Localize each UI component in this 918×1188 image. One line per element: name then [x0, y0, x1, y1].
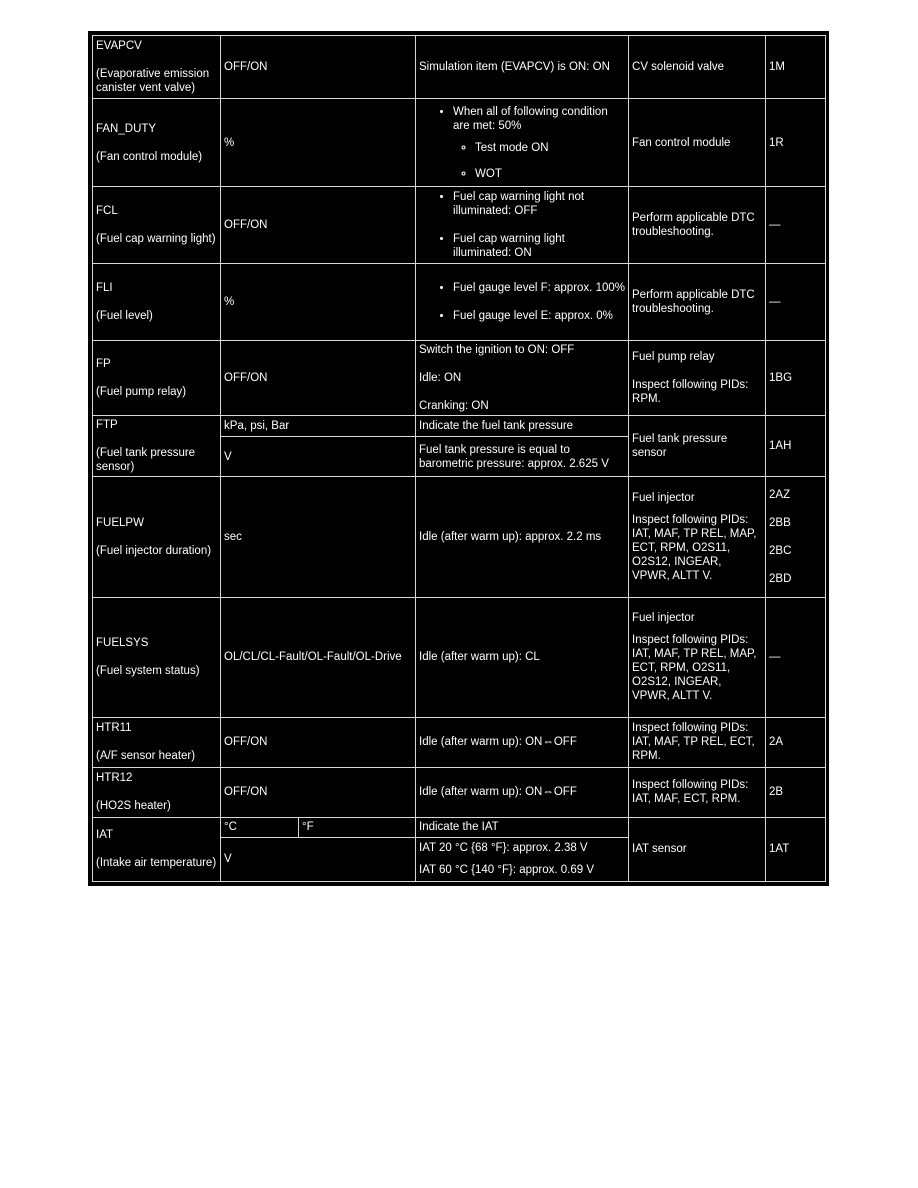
terminal-cell: —	[766, 597, 826, 717]
unit-cell: V	[221, 436, 416, 477]
unit-cell: OFF/ON	[221, 341, 416, 416]
terminal-id: 2BC	[769, 545, 792, 558]
table-row-fuelpw	[93, 477, 826, 597]
list-item: • Fuel cap warning light not illuminated: OFF	[453, 190, 625, 218]
pid-name: HTR11	[96, 722, 132, 735]
pid-description: (Fuel tank pressure sensor)	[96, 447, 196, 474]
condition-text: When all of following condition are met: 50%	[453, 105, 608, 132]
pid-name: FLI	[96, 282, 113, 295]
action-text: Fuel pump relay	[632, 351, 715, 364]
condition-text: Cranking: ON	[419, 400, 489, 413]
condition-cell: Fuel tank pressure is equal to barometric pressure: approx. 2.625 V	[416, 436, 629, 477]
pid-cell	[93, 187, 221, 264]
terminal-cell: 1M	[766, 36, 826, 99]
table-row-htr12	[93, 767, 826, 817]
action-text: Inspect following PIDs: IAT, MAF, TP REL, MAP, ECT, RPM, O2S11, O2S12, INGEAR, VPWR, ALTT V.	[632, 514, 757, 583]
pid-name: HTR12	[96, 772, 133, 785]
unit-cell: V	[221, 837, 416, 881]
terminal-cell: 1AH	[766, 416, 826, 477]
pid-cell	[93, 341, 221, 416]
terminal-id: 2BD	[769, 573, 792, 586]
action-cell: Fuel tank pressure sensor	[629, 416, 766, 477]
pid-name: EVAPCV	[96, 40, 142, 53]
condition-list	[419, 190, 625, 260]
action-cell: Inspect following PIDs: IAT, MAF, TP REL, ECT, RPM.	[629, 717, 766, 767]
condition-cell: Idle (after warm up): approx. 2.2 ms	[416, 477, 629, 597]
condition-text: IAT 60 °C {140 °F}: approx. 0.69 V	[419, 864, 595, 877]
pid-cell	[93, 817, 221, 881]
table-row-fp	[93, 341, 826, 416]
pid-cell	[93, 477, 221, 597]
list-item: • Fuel gauge level F: approx. 100%	[453, 281, 625, 295]
unit-cell: OL/CL/CL-Fault/OL-Fault/OL-Drive	[221, 597, 416, 717]
table-row-ftp	[93, 416, 826, 436]
action-cell: CV solenoid valve	[629, 36, 766, 99]
unit-cell: kPa, psi, Bar	[221, 416, 416, 436]
pid-cell	[93, 99, 221, 187]
pid-cell	[93, 36, 221, 99]
pid-name: FUELSYS	[96, 637, 149, 650]
terminal-cell: 1BG	[766, 341, 826, 416]
condition-cell	[416, 341, 629, 416]
action-text: Inspect following PIDs: RPM.	[632, 379, 749, 406]
terminal-cell: —	[766, 187, 826, 264]
pid-description: (Fuel cap warning light)	[96, 233, 216, 246]
pid-name: FTP	[96, 419, 118, 432]
pid-name: IAT	[96, 829, 114, 842]
action-cell	[629, 477, 766, 597]
condition-cell: Idle (after warm up): CL	[416, 597, 629, 717]
pid-cell	[93, 767, 221, 817]
terminal-id: 2AZ	[769, 489, 791, 502]
action-text: Fuel injector	[632, 492, 695, 505]
condition-list	[419, 281, 625, 323]
table-row-fuelsys	[93, 597, 826, 717]
unit-cell: %	[221, 264, 416, 341]
terminal-cell: 2A	[766, 717, 826, 767]
pid-cell	[93, 717, 221, 767]
unit-cell: sec	[221, 477, 416, 597]
condition-cell	[416, 187, 629, 264]
pid-name: FP	[96, 358, 111, 371]
pid-name: FCL	[96, 205, 118, 218]
list-item: • Fuel cap warning light illuminated: ON	[453, 232, 625, 260]
pid-monitor-table	[92, 35, 826, 882]
table-row-iat	[93, 817, 826, 837]
action-cell: Perform applicable DTC troubleshooting.	[629, 264, 766, 341]
pid-description: (Evaporative emission canister vent valve)	[96, 68, 210, 95]
table-row-htr11	[93, 717, 826, 767]
condition-cell: Idle (after warm up): ON⇔OFF	[416, 767, 629, 817]
pid-cell	[93, 416, 221, 477]
condition-text: Switch the ignition to ON: OFF	[419, 344, 575, 357]
unit-cell: OFF/ON	[221, 767, 416, 817]
condition-cell	[416, 99, 629, 187]
table-row-fan-duty	[93, 99, 826, 187]
condition-cell: Indicate the IAT	[416, 817, 629, 837]
pid-name: FAN_DUTY	[96, 122, 157, 135]
action-cell	[629, 341, 766, 416]
pid-cell	[93, 264, 221, 341]
pid-description: (Fuel pump relay)	[96, 386, 187, 399]
pid-name: FUELPW	[96, 517, 144, 530]
table-row-evapcv	[93, 36, 826, 99]
action-cell: Inspect following PIDs: IAT, MAF, ECT, RPM.	[629, 767, 766, 817]
action-text: Inspect following PIDs: IAT, MAF, TP REL, MAP, ECT, RPM, O2S11, O2S12, INGEAR, VPWR, ALTT V.	[632, 634, 757, 703]
action-text: Fuel injector	[632, 612, 695, 625]
condition-list	[419, 105, 625, 181]
terminal-cell: 1AT	[766, 817, 826, 881]
action-cell: Fan control module	[629, 99, 766, 187]
list-item: • Fuel gauge level E: approx. 0%	[453, 309, 625, 323]
condition-cell: Indicate the fuel tank pressure	[416, 416, 629, 436]
terminal-cell: —	[766, 264, 826, 341]
pid-description: (Fuel system status)	[96, 665, 200, 678]
unit-cell-celsius: °C	[221, 817, 299, 837]
pid-description: (Intake air temperature)	[96, 857, 217, 870]
action-cell	[629, 597, 766, 717]
condition-cell	[416, 837, 629, 881]
unit-cell: OFF/ON	[221, 187, 416, 264]
condition-text: Idle: ON	[419, 372, 462, 385]
list-item	[453, 105, 625, 181]
condition-text: IAT 20 °C {68 °F}: approx. 2.38 V	[419, 842, 588, 855]
table-row-fcl	[93, 187, 826, 264]
condition-cell: Idle (after warm up): ON⇔OFF	[416, 717, 629, 767]
list-item: ◦ WOT	[475, 167, 625, 181]
action-cell: Perform applicable DTC troubleshooting.	[629, 187, 766, 264]
table-row-fli	[93, 264, 826, 341]
unit-cell: %	[221, 99, 416, 187]
unit-cell: OFF/ON	[221, 36, 416, 99]
pid-description: (Fuel level)	[96, 310, 153, 323]
unit-cell-fahrenheit: °F	[299, 817, 416, 837]
pid-description: (HO2S heater)	[96, 800, 171, 813]
sub-condition-list	[453, 141, 625, 181]
terminal-cell: 1R	[766, 99, 826, 187]
list-item: ◦ Test mode ON	[475, 141, 625, 155]
terminal-cell: 2B	[766, 767, 826, 817]
pid-description: (A/F sensor heater)	[96, 750, 196, 763]
pid-cell	[93, 597, 221, 717]
unit-cell: OFF/ON	[221, 717, 416, 767]
condition-cell: Simulation item (EVAPCV) is ON: ON	[416, 36, 629, 99]
pid-table-frame	[88, 31, 829, 886]
action-cell: IAT sensor	[629, 817, 766, 881]
terminal-cell	[766, 477, 826, 597]
pid-description: (Fuel injector duration)	[96, 545, 212, 558]
condition-cell	[416, 264, 629, 341]
terminal-id: 2BB	[769, 517, 791, 530]
pid-description: (Fan control module)	[96, 150, 203, 163]
